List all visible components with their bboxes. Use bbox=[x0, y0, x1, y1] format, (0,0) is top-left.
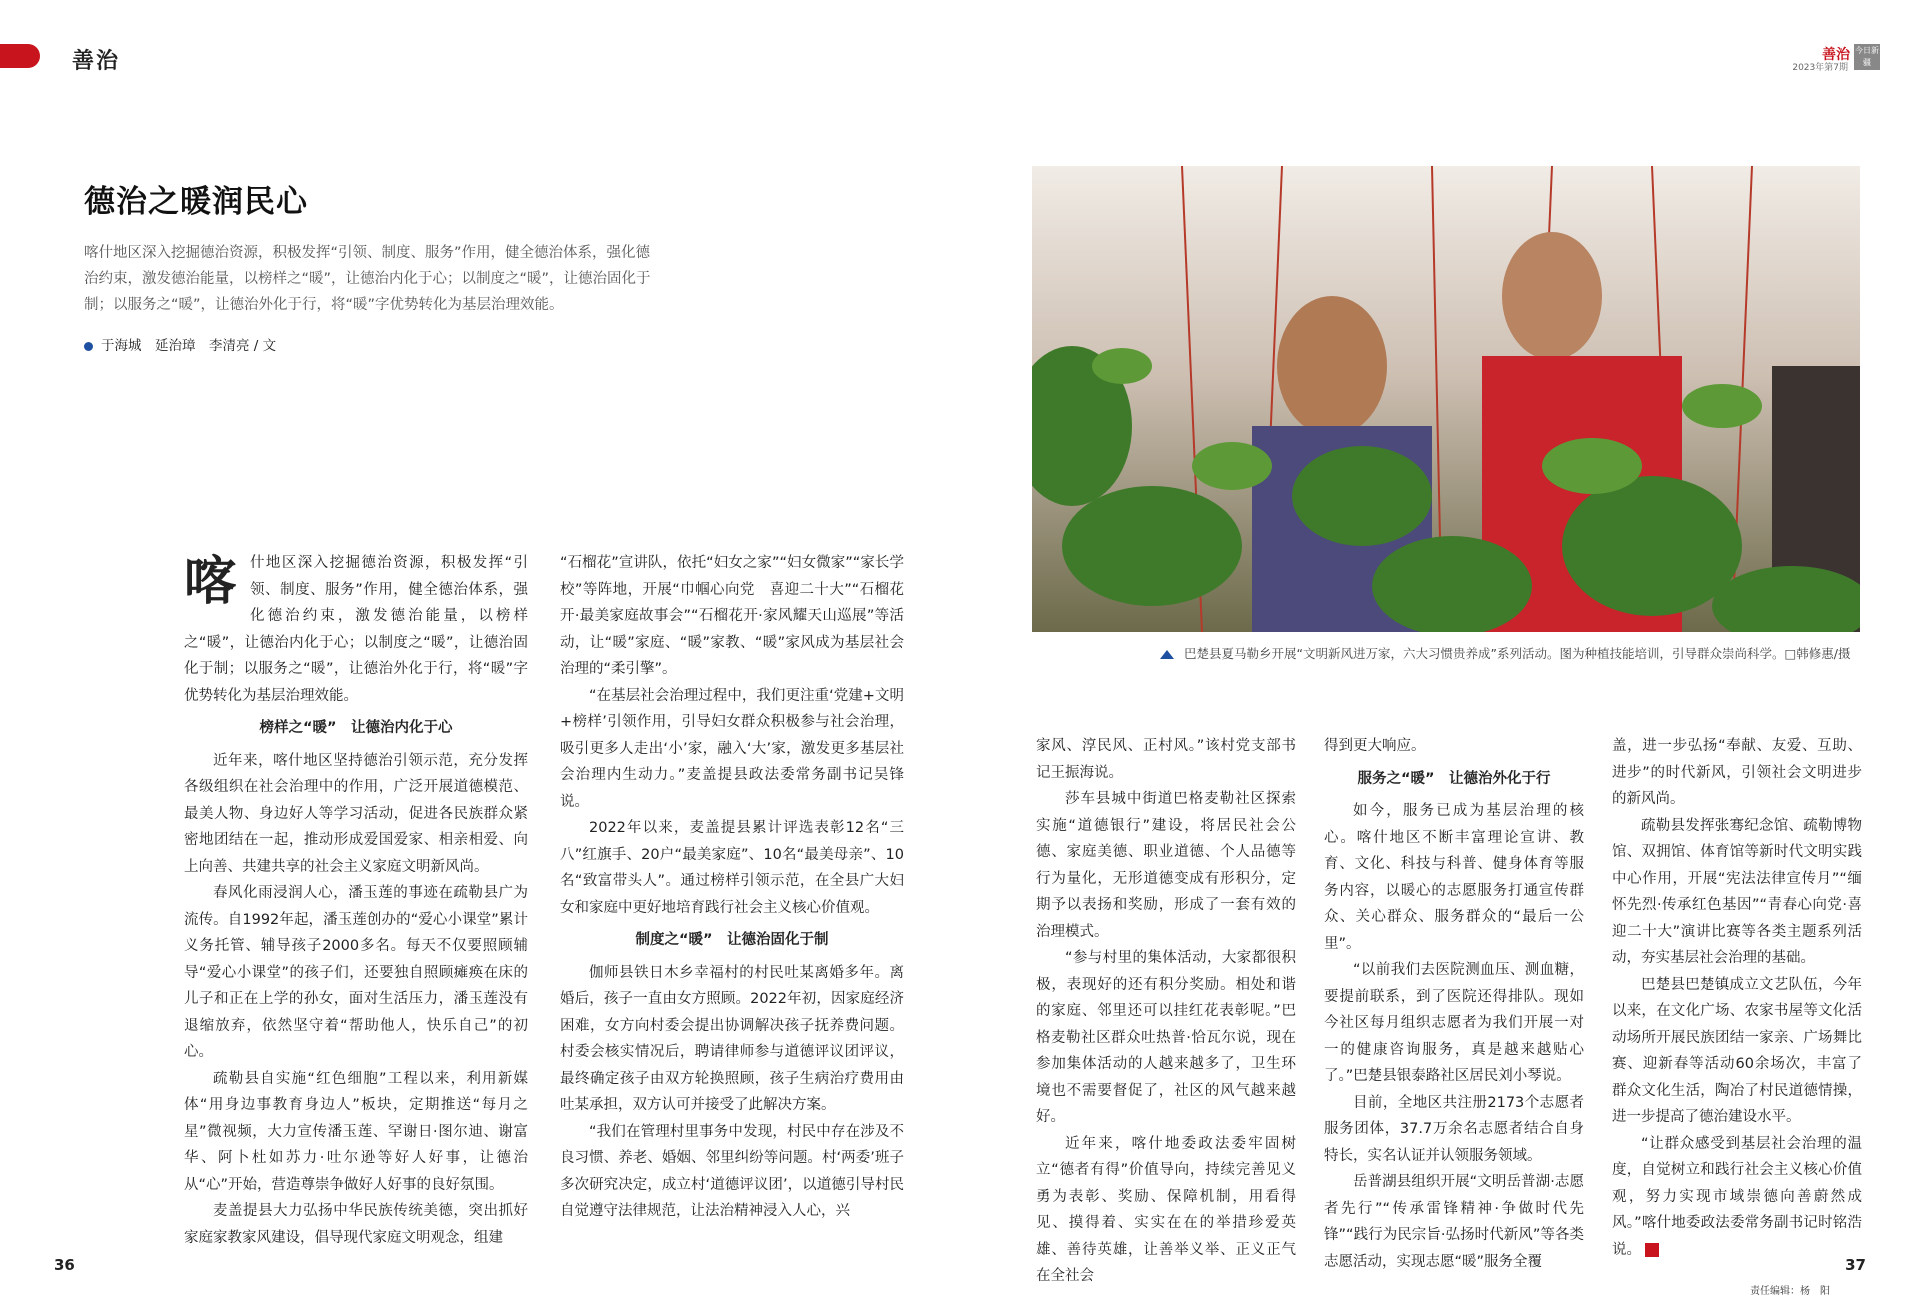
text-column-1 bbox=[184, 550, 528, 1251]
paragraph: 麦盖提县大力弘扬中华民族传统美德，突出抓好家庭家教家风建设，倡导现代家庭文明观念，组建 bbox=[184, 1203, 528, 1246]
text-column-3 bbox=[1036, 733, 1296, 1290]
paragraph: 目前，全地区共注册2173个志愿者服务团体，37.7万余名志愿者结合自身特长，实名认证并认领服务领域。 bbox=[1324, 1094, 1584, 1164]
photo-caption bbox=[1160, 644, 1850, 662]
paragraph: 2022年以来，麦盖提县累计评选表彰12名“三八”红旗手、20户“最美家庭”、10名“最美母亲”、10名“致富带头人”。通过榜样引领示范，在全县广大妇女和家庭中更好地培育践行社会主义核心价值观。 bbox=[560, 820, 904, 916]
text-column-2 bbox=[560, 550, 904, 1225]
issue-number: 2023年第7期 bbox=[1792, 63, 1848, 73]
caption-triangle-icon bbox=[1160, 650, 1174, 659]
section-heading: 服务之“暖” 让德治外化于行 bbox=[1357, 770, 1551, 787]
text-column-5 bbox=[1612, 733, 1862, 1263]
paragraph: 疏勒县发挥张骞纪念馆、疏勒博物馆、双拥馆、体育馆等新时代文明实践中心作用，开展“宪法法律宣传月”“缅怀先烈·传承红色基因”“青春心向党·喜迎二十大”演讲比赛等各类主题系列活动，夯实基层社会治理的基础。 bbox=[1612, 817, 1862, 966]
paragraph: 得到更大响应。 bbox=[1324, 738, 1426, 754]
article-lead: 喀什地区深入挖掘德治资源，积极发挥“引领、制度、服务”作用，健全德治体系，强化德治约束，激发德治能量，以榜样之“暖”，让德治内化于心；以制度之“暖”，让德治固化于制；以服务之“暖”，让德治外化于行，将“暖”字优势转化为基层治理效能。 bbox=[84, 245, 651, 313]
paragraph: “以前我们去医院测血压、测血糖，要提前联系，到了医院还得排队。现如今社区每月组织志愿者为我们开展一对一的健康咨询服务，真是越来越贴心了。”巴楚县银泰路社区居民刘小琴说。 bbox=[1324, 962, 1584, 1084]
author-bullet-icon bbox=[84, 342, 93, 351]
paragraph: “参与村里的集体活动，大家都很积极，表现好的还有积分奖励。相处和谐的家庭、邻里还可以挂红花表彰呢。”巴格麦勒社区群众吐热普·恰瓦尔说，现在参加集体活动的人越来越多了，卫生环境也不需要督促了，社区的风气越来越好。 bbox=[1036, 950, 1296, 1125]
paragraph: 春风化雨浸润人心，潘玉莲的事迹在疏勒县广为流传。自1992年起，潘玉莲创办的“爱心小课堂”累计义务托管、辅导孩子2000多名。每天不仅要照顾辅导“爱心小课堂”的孩子们，还要独自照顾瘫痪在床的儿子和正在上学的孙女，面对生活压力，潘玉莲没有退缩放弃，依然坚守着“帮助他人，快乐自己”的初心。 bbox=[184, 885, 528, 1060]
paragraph: 巴楚县巴楚镇成立文艺队伍，今年以来，在文化广场、农家书屋等文化活动场所开展民族团结一家亲、广场舞比赛、迎新春等活动60余场次，丰富了群众文化生活，陶冶了村民道德情操，进一步提高了德治建设水平。 bbox=[1612, 976, 1862, 1125]
paragraph: 如今，服务已成为基层治理的核心。喀什地区不断丰富理论宣讲、教育、文化、科技与科普、健身体育等服务内容，以暖心的志愿服务打通宣传群众、关心群众、服务群众的“最后一公里”。 bbox=[1324, 803, 1584, 952]
paragraph: “我们在管理村里事务中发现，村民中存在涉及不良习惯、养老、婚姻、邻里纠纷等问题。村‘两委’班子多次研究决定，成立村‘道德评议团’，以道德引导村民自觉遵守法律规范，让法治精神浸入人心，兴 bbox=[560, 1123, 904, 1219]
paragraph: “石榴花”宣讲队，依托“妇女之家”“妇女微家”“家长学校”等阵地，开展“巾帼心向党 喜迎二十大”“石榴花开·最美家庭故事会”“石榴花开·家风耀天山巡展”等活动，让“暖”家庭、“暖”家教、“暖”家风成为基层社会治理的“柔引擎”。 bbox=[560, 555, 904, 677]
paragraph bbox=[184, 550, 528, 709]
paragraph: 盖，进一步弘扬“奉献、友爱、互助、进步”的时代新风，引领社会文明进步的新风尚。 bbox=[1612, 738, 1862, 807]
drop-cap: 喀 bbox=[184, 551, 237, 612]
page-number-right: 37 bbox=[1845, 1256, 1866, 1274]
author-names: 于海城 延治璋 李清亮 / 文 bbox=[101, 338, 277, 354]
paragraph: 伽师县铁日木乡幸福村的村民吐某离婚多年。离婚后，孩子一直由女方照顾。2022年初，因家庭经济困难，女方向村委会提出协调解决孩子抚养费问题。村委会核实情况后，聘请律师参与道德评议团评议，最终确定孩子由双方轮换照顾，孩子生病治疗费用由吐某承担，双方认可并接受了此解决方案。 bbox=[560, 964, 904, 1113]
article-end-mark-icon bbox=[1645, 1243, 1659, 1257]
paragraph: 岳普湖县组织开展“文明岳普湖·志愿者先行”“传承雷锋精神·争做时代先锋”“践行为民宗旨·弘扬时代新风”等各类志愿活动，实现志愿“暖”服务全覆 bbox=[1324, 1174, 1584, 1270]
paragraph: “在基层社会治理过程中，我们更注重‘党建+文明+榜样’引领作用，引导妇女群众积极参与社会治理，吸引更多人走出‘小’家，融入‘大’家，激发更多基层社会治理内生动力。”麦盖提县政法委常务副书记吴锋说。 bbox=[560, 687, 904, 810]
paragraph-text: 什地区深入挖掘德治资源，积极发挥“引领、制度、服务”作用，健全德治体系，强化德治约束，激发德治能量，以榜样之“暖”，让德治内化于心；以制度之“暖”，让德治固化于制；以服务之“暖”，让德治外化于行，将“暖”字优势转化为基层治理效能。 bbox=[184, 555, 528, 704]
paragraph: 近年来，喀什地区坚持德治引领示范，充分发挥各级组织在社会治理中的作用，广泛开展道德模范、最美人物、身边好人等学习活动，促进各民族群众紧密地团结在一起，推动形成爱国爱家、相亲相爱、向上向善、共建共享的社会主义家庭文明新风尚。 bbox=[184, 752, 528, 875]
paragraph: 家风、淳民风、正村风。”该村党支部书记王振海说。 bbox=[1036, 738, 1296, 781]
article-authors bbox=[84, 334, 276, 354]
text-column-4 bbox=[1324, 733, 1584, 1275]
section-heading: 制度之“暖” 让德治固化于制 bbox=[635, 932, 829, 948]
brand-badge: 今日新疆 bbox=[1854, 44, 1880, 70]
paragraph: 疏勒县自实施“红色细胞”工程以来，利用新媒体“用身边事教育身边人”板块，定期推送“每月之星”微视频，大力宣传潘玉莲、罕谢日·图尔迪、谢富华、阿卜杜如苏力·吐尔逊等好人好事，让德治从“心”开始，营造尊崇争做好人好事的良好氛围。 bbox=[184, 1070, 528, 1193]
greenhouse-photo-illustration bbox=[1032, 166, 1860, 632]
article-photo bbox=[1032, 166, 1860, 632]
paragraph-text: “让群众感受到基层社会治理的温度，自觉树立和践行社会主义核心价值观，努力实现市域崇德向善蔚然成风。”喀什地委政法委常务副书记时铭浩说。 bbox=[1612, 1135, 1862, 1258]
section-tab-marker bbox=[0, 44, 40, 68]
paragraph: 莎车县城中街道巴格麦勒社区探索实施“道德银行”建设，将居民社会公德、家庭美德、职业道德、个人品德等行为量化，无形道德变成有形积分，定期予以表扬和奖励，形成了一套有效的治理模式。 bbox=[1036, 791, 1296, 940]
section-heading: 榜样之“暖” 让德治内化于心 bbox=[259, 720, 453, 736]
page-number-left: 36 bbox=[54, 1256, 75, 1274]
article-title: 德治之暖润民心 bbox=[84, 184, 308, 220]
paragraph: 近年来，喀什地委政法委牢固树立“德者有得”价值导向，持续完善见义勇为表彰、奖励、保障机制，用看得见、摸得着、实实在在的举措珍爱英雄、善待英雄，让善举义举、正义正气在全社会 bbox=[1036, 1135, 1296, 1284]
section-label: 善治 bbox=[72, 48, 121, 74]
magazine-brand bbox=[1792, 44, 1880, 73]
paragraph bbox=[1612, 1131, 1862, 1264]
brand-name: 善治 bbox=[1822, 47, 1850, 63]
caption-text: 巴楚县夏马勒乡开展“文明新风进万家，六大习惯贵养成”系列活动。图为种植技能培训，引导群众崇尚科学。□韩修惠/摄 bbox=[1184, 646, 1851, 661]
editor-credit: 责任编辑：杨 阳 bbox=[1750, 1286, 1830, 1297]
